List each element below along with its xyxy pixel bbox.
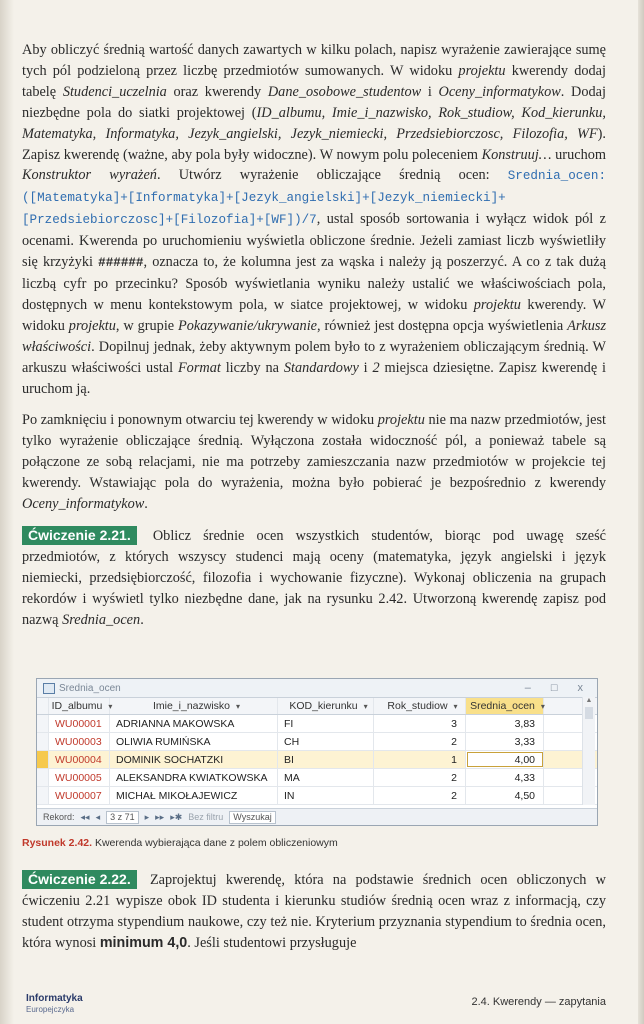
term-dane-osobowe: Dane_osobowe_studentow bbox=[267, 83, 422, 100]
window-titlebar bbox=[37, 679, 597, 698]
text-run: oraz kwerendy bbox=[166, 83, 268, 100]
cell-id[interactable]: WU00007 bbox=[49, 787, 110, 804]
column-header-label: Srednia_ocen bbox=[470, 700, 535, 712]
text-run: . Jeśli studentowi przysługuje bbox=[187, 934, 357, 951]
figure-caption bbox=[22, 837, 338, 849]
search-input[interactable]: Wyszukaj bbox=[229, 811, 275, 824]
table-row[interactable] bbox=[37, 715, 597, 733]
term-projektu: projektu bbox=[377, 412, 425, 429]
column-header-rok[interactable] bbox=[374, 698, 466, 714]
term-oceny-informatykow: Oceny_informatykow bbox=[22, 496, 145, 513]
window-title: Srednia_ocen bbox=[59, 682, 121, 694]
cell-name[interactable]: ALEKSANDRA KWIATKOWSKA bbox=[110, 769, 278, 786]
term-arkusz: Arkusz właściwości bbox=[22, 317, 607, 355]
caption-text: Kwerenda wybierająca dane z polem obliczeniowym bbox=[92, 837, 338, 849]
cell-id[interactable]: WU00001 bbox=[49, 715, 110, 732]
text-run: uruchom bbox=[551, 146, 606, 163]
text-run: i bbox=[421, 83, 439, 100]
row-selector[interactable] bbox=[37, 751, 49, 768]
cell-name[interactable]: MICHAŁ MIKOŁAJEWICZ bbox=[110, 787, 278, 804]
running-footer: 2.4. Kwerendy — zapytania bbox=[471, 996, 606, 1008]
select-all-corner[interactable] bbox=[37, 698, 49, 714]
next-record-icon[interactable]: ▸ bbox=[144, 811, 150, 822]
dropdown-arrow-icon[interactable]: ▾ bbox=[453, 701, 458, 711]
minimize-icon[interactable]: – bbox=[524, 682, 531, 694]
cell-rok[interactable]: 1 bbox=[374, 751, 466, 768]
text-run: i bbox=[358, 359, 373, 376]
scroll-thumb[interactable] bbox=[585, 707, 593, 719]
term-projektu: projektu bbox=[68, 317, 116, 334]
text-run: . Dodaj niezbędne pola do siatki projektowej ( bbox=[22, 83, 606, 121]
column-header-id[interactable] bbox=[49, 698, 113, 714]
row-selector[interactable] bbox=[37, 787, 49, 804]
cell-srednia[interactable]: 3,83 bbox=[466, 715, 544, 732]
header-row bbox=[37, 698, 597, 715]
column-header-name[interactable] bbox=[110, 698, 278, 714]
text-run: Zaprojektuj kwerendę, która na podstawie średnich ocen obliczonych w ćwiczeniu 2.21 wypisze obok ID studenta i kierunku studiów średnią ocen wraz z informacją, czy student otrzyma stypendium naukowe, czy też nie. Kryterium przyznania stypendium to średnia ocen, która wynosi bbox=[22, 872, 606, 951]
term-projektu: projektu bbox=[473, 296, 521, 313]
cell-srednia-active[interactable]: 4,00 bbox=[466, 751, 544, 768]
term-format: Format bbox=[177, 359, 221, 376]
cell-srednia[interactable]: 4,50 bbox=[466, 787, 544, 804]
scroll-up-icon[interactable]: ▲ bbox=[585, 697, 593, 704]
dropdown-arrow-icon[interactable]: ▾ bbox=[540, 701, 545, 711]
text-run: , również jest dostępna opcja wyświetlenia bbox=[317, 317, 568, 334]
column-header-kod[interactable] bbox=[278, 698, 374, 714]
cell-name[interactable]: ADRIANNA MAKOWSKA bbox=[110, 715, 278, 732]
spine-shadow bbox=[0, 0, 14, 1024]
access-query-window bbox=[36, 678, 598, 826]
text-run: . Dopilnuj jednak, żeby aktywnym polem było to z wyrażeniem obliczającym średnią. W arkuszu właściwości ustal bbox=[22, 338, 606, 376]
text-run: Oblicz średnie ocen wszystkich studentów, biorąc pod uwagę sześć przedmiotów, z których wszyscy studenci mają oceny (matematyka, język angielski i język niemiecki, przedsiębiorczość, filozofia i wychowanie fizyczne). Wykonaj obliczenia na grupach rekordów i wyświetl tylko niezbędne dane, jak na rysunku 2.42. Utworzoną kwerendę zapisz pod nazwą bbox=[22, 527, 606, 628]
cell-rok[interactable]: 2 bbox=[374, 733, 466, 750]
cell-kod[interactable]: IN bbox=[278, 787, 374, 804]
text-run: nie ma nazw przedmiotów, jest tylko wyrażenie obliczające średnią. Wyłączona została widoczność pól, a ponieważ tabele są połączone ze sobą relacjami, nie ma potrzeby zamieszczania nazw przedmiotów w projekcie tej kwerendy. Wstawiając pola do wyrażenia, można było pobierać je bezpośrednio z kwerendy bbox=[22, 412, 606, 492]
term-studenci-uczelnia: Studenci_uczelnia bbox=[62, 83, 167, 100]
text-run: kwerendy dodaj tabelę bbox=[22, 62, 606, 100]
last-record-icon[interactable]: ▸▸ bbox=[155, 811, 165, 822]
table-row[interactable] bbox=[37, 733, 597, 751]
term-oceny-informatykow: Oceny_informatykow bbox=[438, 83, 561, 100]
text-run: miejsca dziesiętne. Zapisz kwerendę i uruchom ją. bbox=[22, 359, 607, 397]
text-column-lower bbox=[22, 870, 606, 954]
new-record-icon[interactable]: ▸✱ bbox=[170, 811, 183, 822]
cell-rok[interactable]: 2 bbox=[374, 769, 466, 786]
exercise-2-21 bbox=[22, 526, 606, 631]
column-header-srednia[interactable] bbox=[466, 698, 544, 714]
column-header-label: Imie_i_nazwisko bbox=[152, 700, 231, 712]
column-header-label: KOD_kierunku bbox=[289, 700, 358, 712]
text-run: , w grupie bbox=[115, 317, 179, 334]
term-pokazywanie: Pokazywanie/ukrywanie bbox=[178, 317, 318, 334]
cell-name[interactable]: OLIWIA RUMIŃSKA bbox=[110, 733, 278, 750]
expression-code: Srednia_ocen:([Matematyka]+[Informatyka]+[Jezyk_angielski]+[Jezyk_niemiecki]+[Przedsiebiorczosc]+[Filozofia]+[WF])/7 bbox=[22, 169, 606, 228]
text-run: , oznacza to, że kolumna jest za wąska i należy ją poszerzyć. A co z tak dużą liczbą cyfr po przecinku? Sposób wyświetlania wyniku należy ustalić we właściwościach pola, dostępnych w menu kontekstowym pola, w siatce projektowej, w widoku bbox=[22, 254, 606, 313]
datasheet-grid bbox=[37, 698, 597, 805]
cell-id[interactable]: WU00004 bbox=[49, 751, 110, 768]
term-standardowy: Standardowy bbox=[283, 359, 359, 376]
query-table-icon bbox=[43, 683, 55, 694]
table-row-selected[interactable] bbox=[37, 751, 597, 769]
cell-name[interactable]: DOMINIK SOCHATZKI bbox=[110, 751, 278, 768]
text-run: Po zamknięciu i ponownym otwarciu tej kwerendy w widoku bbox=[22, 412, 378, 429]
cell-kod[interactable]: CH bbox=[278, 733, 374, 750]
record-position-input[interactable]: 3 z 71 bbox=[106, 811, 139, 824]
row-selector[interactable] bbox=[37, 769, 49, 786]
cell-id[interactable]: WU00003 bbox=[49, 733, 110, 750]
column-header-label: Rok_studiow bbox=[387, 700, 448, 712]
exercise-badge: Ćwiczenie 2.22. bbox=[22, 870, 137, 889]
brand-name: Informatyka bbox=[26, 993, 83, 1004]
page-edge bbox=[638, 0, 644, 1024]
cell-kod[interactable]: MA bbox=[278, 769, 374, 786]
cell-rok[interactable]: 3 bbox=[374, 715, 466, 732]
cell-kod[interactable]: FI bbox=[278, 715, 374, 732]
column-header-label: ID_albumu bbox=[51, 700, 103, 712]
cell-kod[interactable]: BI bbox=[278, 751, 374, 768]
exercise-badge: Ćwiczenie 2.21. bbox=[22, 526, 137, 545]
maximize-icon[interactable]: □ bbox=[550, 682, 558, 694]
text-run: . bbox=[140, 611, 144, 628]
exercise-2-22 bbox=[22, 870, 606, 954]
first-record-icon[interactable]: ◂◂ bbox=[80, 811, 90, 822]
paragraph-1 bbox=[22, 40, 606, 399]
text-run: , ustal sposób sortowania i wyłącz widok pól z ocenami. Kwerenda po uruchomieniu wyświetla obliczone średnie. Jeżeli zamiast liczb wyświetliły się krzyżyki bbox=[22, 211, 606, 271]
cell-srednia[interactable]: 3,33 bbox=[466, 733, 544, 750]
row-selector[interactable] bbox=[37, 733, 49, 750]
text-run: ). Zapisz kwerendę (ważne, aby pola były widoczne). W nowym polu poleceniem bbox=[22, 125, 606, 163]
brand-subtitle: Europejczyka bbox=[26, 1005, 75, 1014]
text-column bbox=[22, 40, 606, 630]
term-query-name: Srednia_ocen bbox=[62, 611, 141, 628]
dropdown-arrow-icon[interactable]: ▾ bbox=[236, 701, 241, 711]
filter-toggle[interactable]: Bez filtru bbox=[188, 812, 224, 822]
window-controls bbox=[525, 682, 597, 694]
term-field-list: ID_albumu, Imie_i_nazwisko, Rok_studiow, Kod_kierunku, Matematyka, Informatyka, Jezyk_angielski, Jezyk_niemiecki, Przedsiebiorczosc, Filozofia, WF bbox=[22, 104, 606, 142]
text-run: liczby na bbox=[220, 359, 284, 376]
close-icon[interactable]: x bbox=[577, 682, 583, 694]
footer-brand bbox=[26, 993, 83, 1015]
hash-symbols: ###### bbox=[98, 256, 144, 271]
dropdown-arrow-icon[interactable]: ▾ bbox=[363, 701, 368, 711]
text-run: . Utwórz wyrażenie obliczające średnią ocen: bbox=[156, 167, 508, 184]
row-selector[interactable] bbox=[37, 715, 49, 732]
term-konstruktor: Konstruktor wyrażeń bbox=[22, 167, 157, 184]
cell-id[interactable]: WU00005 bbox=[49, 769, 110, 786]
text-run: kwerendy. W widoku bbox=[22, 296, 606, 334]
term-konstruuj: Konstruuj… bbox=[481, 146, 552, 163]
text-run: Aby obliczyć średnią wartość danych zawartych w kilku polach, napisz wyrażenie zawierające sumę tych pól podzieloną przez liczbę przedmiotów sumowanych. W widoku bbox=[22, 42, 606, 79]
term-projektu: projektu bbox=[458, 62, 506, 79]
record-label: Rekord: bbox=[43, 812, 75, 822]
record-navigator bbox=[37, 808, 597, 825]
paragraph-2 bbox=[22, 410, 606, 515]
cell-rok[interactable]: 2 bbox=[374, 787, 466, 804]
emphasis-minimum: minimum 4,0 bbox=[99, 934, 188, 951]
term-two: 2 bbox=[372, 359, 380, 376]
figure-number: Rysunek 2.42. bbox=[22, 837, 93, 849]
prev-record-icon[interactable]: ◂ bbox=[95, 811, 101, 822]
vertical-scrollbar[interactable] bbox=[582, 697, 595, 805]
cell-srednia[interactable]: 4,33 bbox=[466, 769, 544, 786]
dropdown-arrow-icon[interactable]: ▾ bbox=[108, 701, 113, 711]
text-run: . bbox=[144, 496, 148, 513]
table-row[interactable] bbox=[37, 787, 597, 805]
table-row[interactable] bbox=[37, 769, 597, 787]
